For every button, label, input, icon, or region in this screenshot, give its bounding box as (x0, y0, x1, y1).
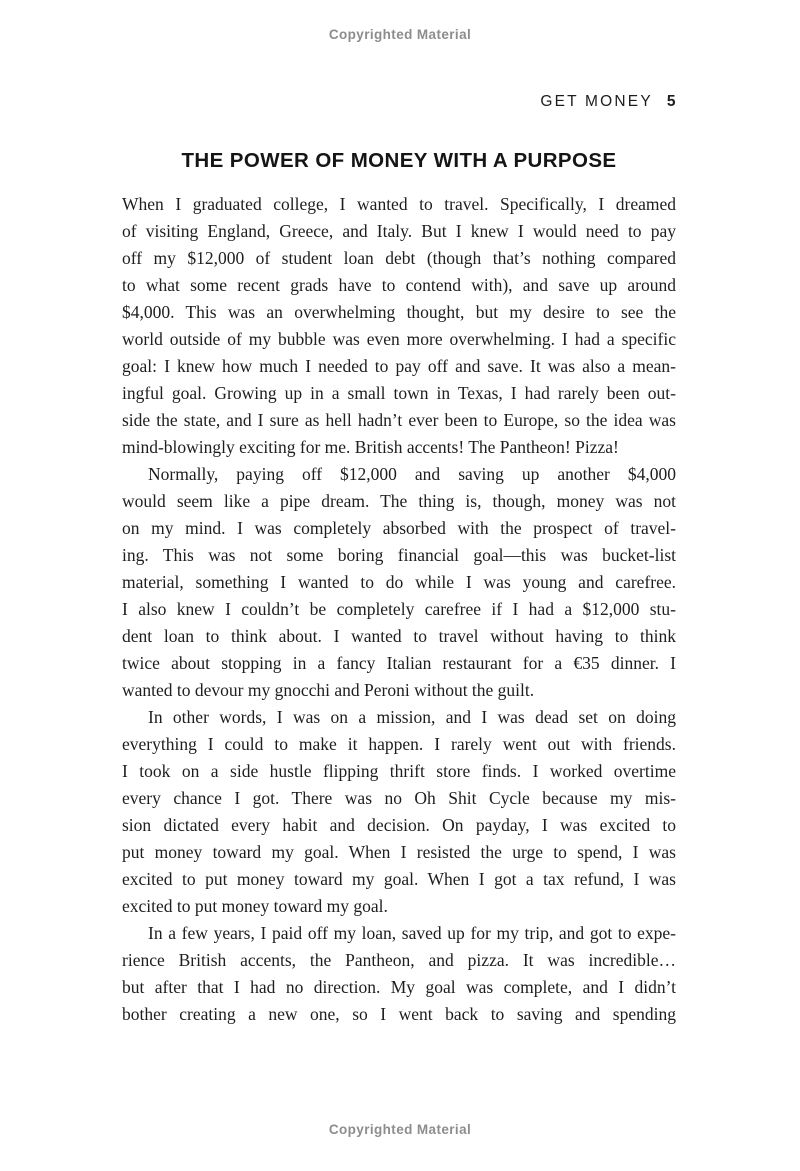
text-line: every chance I got. There was no Oh Shit Cycle because my mis- (122, 788, 676, 808)
text-line: side the state, and I sure as hell hadn’t ever been to Europe, so the idea was (122, 410, 676, 430)
text-line: sion dictated every habit and decision. On payday, I was excited to (122, 815, 676, 835)
text-line: everything I could to make it happen. I rarely went out with friends. (122, 734, 676, 754)
text-line: rience British accents, the Pantheon, and pizza. It was incredible… (122, 950, 676, 970)
text-line: on my mind. I was completely absorbed with the prospect of travel- (122, 518, 676, 538)
text-line: ing. This was not some boring financial goal—this was bucket-list (122, 545, 676, 565)
text-line: In a few years, I paid off my loan, saved up for my trip, and got to expe- (148, 923, 676, 943)
text-line: excited to put money toward my goal. (122, 896, 388, 916)
text-line: twice about stopping in a fancy Italian restaurant for a €35 dinner. I (122, 653, 676, 673)
text-line: put money toward my goal. When I resisted the urge to spend, I was (122, 842, 676, 862)
text-line: material, something I wanted to do while I was young and carefree. (122, 572, 676, 592)
text-line: excited to put money toward my goal. When I got a tax refund, I was (122, 869, 676, 889)
text-line: but after that I had no direction. My goal was complete, and I didn’t (122, 977, 676, 997)
text-line: When I graduated college, I wanted to travel. Specifically, I dreamed (122, 194, 676, 214)
paragraph (122, 704, 676, 920)
text-line: goal: I knew how much I needed to pay off and save. It was also a mean- (122, 356, 676, 376)
copyright-notice-top: Copyrighted Material (328, 27, 472, 42)
text-line: Normally, paying off $12,000 and saving up another $4,000 (148, 464, 676, 484)
text-line: bother creating a new one, so I went back to saving and spending (122, 1004, 676, 1024)
text-line: of visiting England, Greece, and Italy. But I knew I would need to pay (122, 221, 676, 241)
text-line: I also knew I couldn’t be completely carefree if I had a $12,000 stu- (122, 599, 676, 619)
running-header-title: GET MONEY (540, 93, 653, 110)
text-line: $4,000. This was an overwhelming thought, but my desire to see the (122, 302, 676, 322)
text-line: I took on a side hustle flipping thrift store finds. I worked overtime (122, 761, 676, 781)
section-heading: THE POWER OF MONEY WITH A PURPOSE (181, 149, 617, 172)
paragraph (122, 191, 676, 461)
text-line: dent loan to think about. I wanted to travel without having to think (122, 626, 676, 646)
text-line: mind-blowingly exciting for me. British accents! The Pantheon! Pizza! (122, 437, 619, 457)
text-line: would seem like a pipe dream. The thing is, though, money was not (122, 491, 676, 511)
page-number: 5 (666, 93, 676, 110)
paragraph (122, 461, 676, 704)
text-line: to what some recent grads have to contend with), and save up around (122, 275, 676, 295)
body-text (122, 191, 676, 1028)
text-line: wanted to devour my gnocchi and Peroni without the guilt. (122, 680, 535, 700)
running-header (122, 93, 676, 111)
text-line: ingful goal. Growing up in a small town in Texas, I had rarely been out- (122, 383, 676, 403)
text-line: world outside of my bubble was even more overwhelming. I had a specific (122, 329, 676, 349)
copyright-notice-bottom: Copyrighted Material (328, 1122, 472, 1137)
text-line: off my $12,000 of student loan debt (though that’s nothing compared (122, 248, 676, 268)
paragraph (122, 920, 676, 1028)
text-line: In other words, I was on a mission, and I was dead set on doing (148, 707, 676, 727)
